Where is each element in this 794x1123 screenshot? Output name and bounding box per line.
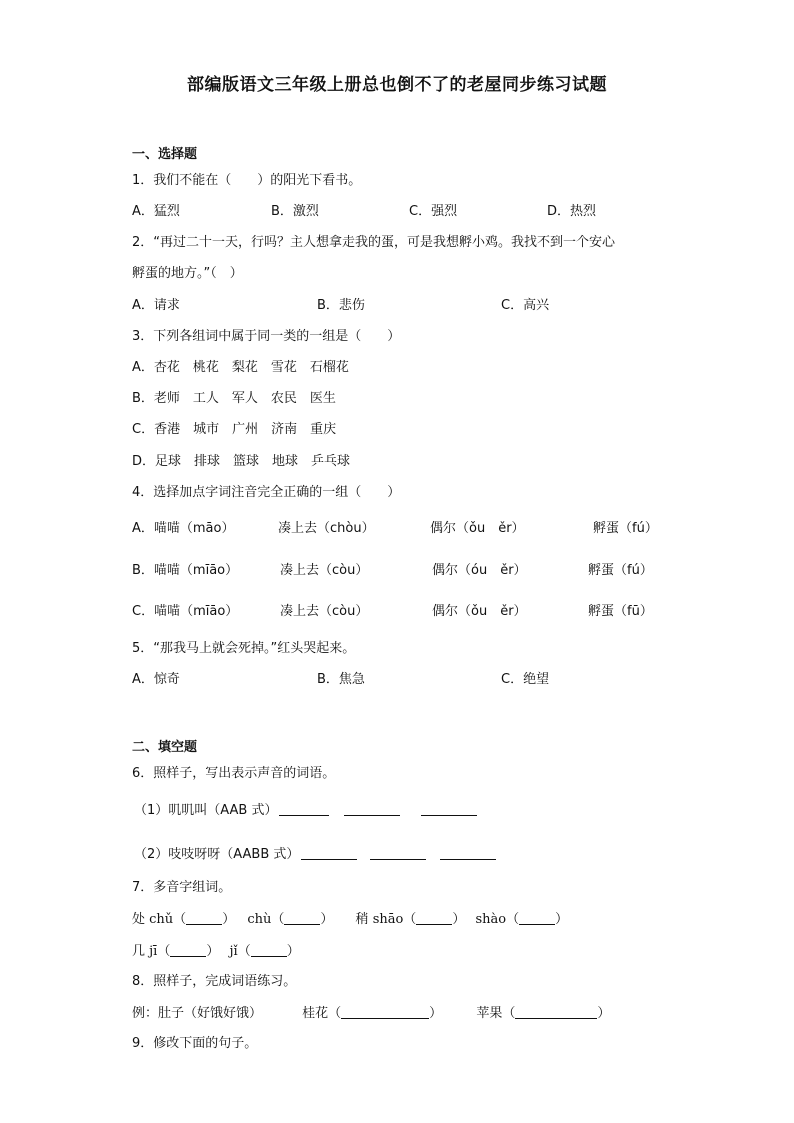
paren-close: ） <box>286 944 300 959</box>
paren-close: ） <box>429 1006 443 1021</box>
question-1-option-c: C．强烈 <box>409 204 458 219</box>
question-2-option-b: B．悲伤 <box>317 298 365 313</box>
section-heading-fill: 二、填空题 <box>132 740 198 755</box>
question-3-stem: 3．下列各组词中属于同一类的一组是（ ） <box>132 329 401 344</box>
question-4-stem: 4．选择加点字词注音完全正确的一组（ ） <box>132 485 401 500</box>
question-5-option-b: B．焦急 <box>317 672 365 687</box>
question-1-option-a: A．猛烈 <box>132 204 180 219</box>
paren-close: ） <box>452 912 466 927</box>
page-title: 部编版语文三年级上册总也倒不了的老屋同步练习试题 <box>187 75 607 95</box>
question-4-c-col3: 偶尔（ǒu ěr） <box>432 604 527 619</box>
answer-blank[interactable] <box>251 942 287 957</box>
question-1-stem: 1．我们不能在（ ）的阳光下看书。 <box>132 173 362 188</box>
pinyin-shao1: shāo（ <box>372 912 417 927</box>
section-heading-choice: 一、选择题 <box>132 147 198 162</box>
question-4-a-col2: 凑上去（chòu） <box>278 521 375 536</box>
question-6-stem: 6．照样子，写出表示声音的词语。 <box>132 766 336 781</box>
question-4-a-col4: 孵蛋（fú） <box>593 521 658 536</box>
question-1-option-d: D．热烈 <box>547 204 597 219</box>
question-6-item-2-label: （2）吱吱呀呀（AABB 式） <box>134 847 300 862</box>
question-4-c-col2: 凑上去（còu） <box>280 604 369 619</box>
pinyin-shao4: shào（ <box>475 912 520 927</box>
question-3-option-c: C．香港 城市 广州 济南 重庆 <box>132 422 337 437</box>
paren-close: ） <box>555 912 569 927</box>
pinyin-ji3: jǐ（ <box>229 944 251 959</box>
question-4-a-col1: A．喵喵（māo） <box>132 521 235 536</box>
question-6-item-1 <box>134 801 477 820</box>
answer-blank[interactable] <box>370 845 426 860</box>
answer-blank[interactable] <box>421 801 477 816</box>
question-4-c-col4: 孵蛋（fū） <box>588 604 653 619</box>
question-5-option-a: A．惊奇 <box>132 672 180 687</box>
answer-blank[interactable] <box>341 1004 429 1019</box>
question-6-item-1-label: （1）叽叽叫（AAB 式） <box>134 803 278 818</box>
question-2-stem-line2: 孵蛋的地方。”（ ） <box>132 266 243 281</box>
question-4-b-col2: 凑上去（còu） <box>280 563 369 578</box>
answer-blank[interactable] <box>519 910 555 925</box>
question-2-option-a: A．请求 <box>132 298 180 313</box>
answer-blank[interactable] <box>301 845 357 860</box>
question-4-b-col4: 孵蛋（fú） <box>588 563 653 578</box>
question-4-b-col1: B．喵喵（mīāo） <box>132 563 239 578</box>
answer-blank[interactable] <box>170 942 206 957</box>
question-2-stem-line1: 2．“再过二十一天，行吗？主人想拿走我的蛋，可是我想孵小鸡。我找不到一个安心 <box>132 235 616 250</box>
question-9-stem: 9．修改下面的句子。 <box>132 1036 258 1051</box>
question-7-row-1 <box>132 910 568 929</box>
answer-blank[interactable] <box>440 845 496 860</box>
question-6-item-2 <box>134 845 496 864</box>
question-8-example: 例：肚子（好饿好饿） <box>132 1006 263 1021</box>
question-4-c-col1: C．喵喵（mīāo） <box>132 604 239 619</box>
question-2-option-c: C．高兴 <box>501 298 550 313</box>
paren-close: ） <box>206 944 220 959</box>
question-8-stem: 8．照样子，完成词语练习。 <box>132 974 297 989</box>
answer-blank[interactable] <box>284 910 320 925</box>
pinyin-chu4: chù（ <box>247 912 285 927</box>
char-chu: 处 <box>132 912 146 927</box>
question-3-option-d: D．足球 排球 篮球 地球 乒乓球 <box>132 454 351 469</box>
question-8-item-2: 苹果（ <box>476 1006 516 1021</box>
question-4-b-col3: 偶尔（óu ěr） <box>432 563 527 578</box>
paren-close: ） <box>320 912 334 927</box>
answer-blank[interactable] <box>344 801 400 816</box>
question-1-option-b: B．激烈 <box>271 204 319 219</box>
answer-blank[interactable] <box>279 801 329 816</box>
answer-blank[interactable] <box>186 910 222 925</box>
question-3-option-b: B．老师 工人 军人 农民 医生 <box>132 391 336 406</box>
char-shao: 稍 <box>355 912 369 927</box>
pinyin-ji1: jī（ <box>149 944 171 959</box>
answer-blank[interactable] <box>416 910 452 925</box>
answer-blank[interactable] <box>515 1004 597 1019</box>
paren-close: ） <box>222 912 236 927</box>
char-ji: 几 <box>132 944 146 959</box>
question-7-stem: 7．多音字组词。 <box>132 880 232 895</box>
question-5-option-c: C．绝望 <box>501 672 550 687</box>
question-7-row-2 <box>132 942 300 961</box>
question-3-option-a: A．杏花 桃花 梨花 雪花 石榴花 <box>132 360 349 375</box>
pinyin-chu3: chǔ（ <box>149 912 187 927</box>
question-5-stem: 5．“那我马上就会死掉。”红头哭起来。 <box>132 641 356 656</box>
paren-close: ） <box>597 1006 611 1021</box>
question-8-row <box>132 1004 610 1023</box>
question-8-item-1: 桂花（ <box>302 1006 342 1021</box>
question-4-a-col3: 偶尔（ǒu ěr） <box>430 521 525 536</box>
